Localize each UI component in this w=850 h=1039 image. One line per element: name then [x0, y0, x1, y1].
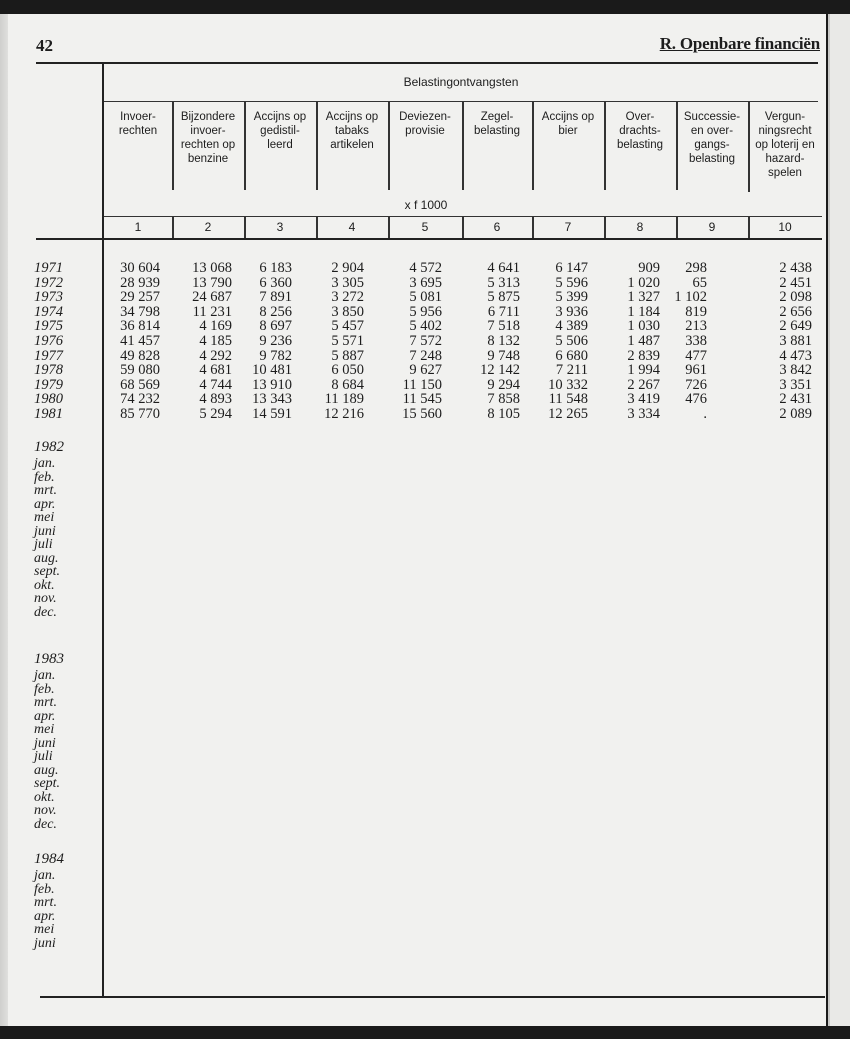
table-row	[0, 363, 820, 378]
table-cell: 1 020	[627, 274, 660, 291]
table-cell: 6 183	[259, 260, 292, 276]
table-cell: 8 256	[259, 303, 292, 320]
table-cell: 476	[685, 391, 707, 408]
table-cell: 2 431	[779, 391, 812, 408]
table-cell: 3 881	[779, 333, 812, 349]
table-row	[0, 276, 820, 291]
table-cell: 1 030	[627, 318, 660, 335]
table-cell: 8 132	[487, 333, 520, 349]
column-header-4: Accijns op tabaks artikelen	[325, 111, 379, 151]
table-row	[0, 407, 820, 422]
table-cell: 9 782	[259, 347, 292, 364]
column-number-8: 8	[636, 220, 644, 234]
column-header-9: Successie- en over- gangs- belasting	[683, 111, 741, 165]
column-separator	[532, 102, 534, 190]
column-separator	[244, 102, 246, 190]
table-cell: 29 257	[120, 289, 160, 306]
column-number-5: 5	[421, 220, 429, 234]
table-cell: 5 402	[409, 318, 442, 335]
table-cell: 4 681	[199, 362, 232, 379]
table-row	[0, 305, 820, 320]
month-label: jan.	[34, 868, 56, 883]
table-cell: 2 089	[779, 406, 812, 422]
table-cell: 15 560	[402, 406, 442, 422]
table-cell: 338	[685, 333, 707, 349]
table-cell: 34 798	[120, 303, 160, 320]
month-label: apr.	[34, 908, 56, 924]
month-label: juni	[34, 735, 56, 751]
table-cell: 213	[685, 318, 707, 335]
row-year: 1972	[34, 274, 63, 291]
month-label: feb.	[34, 469, 55, 485]
table-cell: 3 305	[331, 274, 364, 291]
month-label: nov.	[34, 591, 57, 606]
row-year: 1971	[34, 260, 63, 276]
table-cell: 5 506	[555, 333, 588, 349]
month-label: jan.	[34, 456, 56, 471]
column-number-9: 9	[708, 220, 716, 234]
unit-label: x f 1000	[404, 198, 448, 212]
table-cell: 11 548	[548, 391, 588, 408]
month-label: mei	[34, 922, 55, 937]
column-header-1: Invoer- rechten	[118, 111, 158, 137]
column-header-7: Accijns op bier	[541, 111, 595, 137]
column-number-separator	[388, 216, 390, 238]
header-bottom-rule	[36, 238, 822, 240]
table-cell: 1 487	[627, 333, 660, 349]
column-number-separator	[462, 216, 464, 238]
table-cell: .	[703, 406, 707, 422]
table-cell: 59 080	[120, 362, 160, 379]
table-cell: 30 604	[120, 260, 160, 276]
table-cell: 2 438	[779, 260, 812, 276]
table-cell: 6 711	[487, 303, 520, 320]
table-cell: 819	[685, 303, 707, 320]
row-year: 1980	[34, 391, 63, 408]
month-block-year: 1982	[34, 439, 64, 455]
column-separator	[316, 102, 318, 190]
table-cell: 13 790	[192, 274, 232, 291]
row-year: 1978	[34, 362, 63, 379]
column-header-3: Accijns op gedistil- leerd	[253, 111, 307, 151]
section-title	[410, 34, 820, 54]
table-cell: 14 591	[252, 406, 292, 422]
table-cell: 5 596	[555, 274, 588, 291]
column-separator	[748, 102, 750, 192]
column-number-3: 3	[276, 220, 284, 234]
table-cell: 11 189	[324, 391, 364, 408]
column-header-6: Zegel- belasting	[473, 111, 521, 137]
table-cell: 49 828	[120, 347, 160, 364]
table-cell: 10 332	[548, 376, 588, 393]
month-label: sept.	[34, 564, 61, 579]
month-label: sept.	[34, 776, 61, 791]
table-cell: 36 814	[120, 318, 160, 335]
table-cell: 3 850	[331, 303, 364, 320]
table-cell: 13 343	[252, 391, 292, 408]
table-cell: 726	[685, 376, 707, 393]
column-header-8: Over- drachts- belasting	[616, 111, 664, 151]
column-header-10: Vergun- ningsrecht op loterij en hazard- spelen	[755, 111, 815, 179]
month-label: dec.	[34, 604, 57, 620]
table-cell: 13 910	[252, 376, 292, 393]
column-separator	[388, 102, 390, 190]
table-cell: 7 248	[409, 347, 442, 364]
table-cell: 7 891	[259, 289, 292, 306]
table-cell: 9 294	[487, 376, 520, 393]
table-cell: 3 334	[627, 406, 660, 422]
table-cell: 9 748	[487, 347, 520, 364]
table-cell: 2 649	[779, 318, 812, 335]
table-cell: 6 360	[259, 274, 292, 291]
table-cell: 8 105	[487, 406, 520, 422]
column-number-separator	[748, 216, 750, 238]
table-row	[0, 378, 820, 393]
column-number-separator	[604, 216, 606, 238]
table-cell: 3 695	[409, 274, 442, 291]
row-year: 1974	[34, 303, 63, 320]
table-cell: 909	[638, 260, 660, 276]
table-cell: 3 842	[779, 362, 812, 379]
table-cell: 4 473	[779, 347, 812, 364]
month-label: feb.	[34, 681, 55, 697]
stub-divider	[102, 63, 104, 997]
table-cell: 4 169	[199, 318, 232, 335]
table-cell: 7 858	[487, 391, 520, 408]
month-label: okt.	[34, 789, 55, 805]
table-cell: 5 887	[331, 347, 364, 364]
month-label: juli	[34, 537, 53, 552]
table-cell: 7 518	[487, 318, 520, 335]
column-number-7: 7	[564, 220, 572, 234]
table-cell: 11 545	[402, 391, 442, 408]
month-label: okt.	[34, 577, 55, 593]
table-row	[0, 349, 820, 364]
column-separator	[604, 102, 606, 190]
column-number-separator	[532, 216, 534, 238]
section-title-text: R. Openbare financiën	[659, 34, 820, 53]
table-cell: 13 068	[192, 260, 232, 276]
column-number-separator	[244, 216, 246, 238]
month-label: aug.	[34, 762, 59, 778]
table-cell: 5 294	[199, 406, 232, 422]
row-year: 1976	[34, 333, 63, 349]
month-label: juni	[34, 523, 56, 539]
table-cell: 65	[692, 274, 707, 291]
month-label: mrt.	[34, 895, 57, 910]
table-cell: 4 893	[199, 391, 232, 408]
table-cell: 7 211	[555, 362, 588, 379]
column-header-2: Bijzondere invoer- rechten op benzine	[180, 111, 236, 165]
column-number-4: 4	[348, 220, 356, 234]
table-cell: 4 185	[199, 333, 232, 349]
column-number-separator	[316, 216, 318, 238]
month-label: mei	[34, 722, 55, 737]
table-cell: 11 231	[192, 303, 232, 320]
table-cell: 74 232	[120, 391, 160, 408]
table-super-header: Belastingontvangsten	[403, 75, 519, 89]
table-cell: 7 572	[409, 333, 442, 349]
column-separator	[462, 102, 464, 190]
month-label: apr.	[34, 496, 56, 512]
table-cell: 24 687	[192, 289, 232, 306]
month-label: jan.	[34, 668, 56, 683]
table-cell: 4 572	[409, 260, 442, 276]
table-cell: 9 236	[259, 333, 292, 349]
month-label: dec.	[34, 816, 57, 832]
table-cell: 1 327	[627, 289, 660, 306]
table-row	[0, 290, 820, 305]
table-cell: 9 627	[409, 362, 442, 379]
table-cell: 68 569	[120, 376, 160, 393]
column-number-separator	[172, 216, 174, 238]
table-cell: 6 680	[555, 347, 588, 364]
table-cell: 3 419	[627, 391, 660, 408]
table-cell: 6 147	[555, 260, 588, 276]
column-separator	[676, 102, 678, 190]
table-cell: 3 272	[331, 289, 364, 306]
table-cell: 1 184	[627, 303, 660, 320]
row-year: 1975	[34, 318, 63, 335]
row-year: 1977	[34, 347, 63, 364]
month-block-year: 1984	[34, 851, 64, 867]
table-cell: 4 389	[555, 318, 588, 335]
table-row	[0, 319, 820, 334]
column-number-6: 6	[493, 220, 501, 234]
row-year: 1981	[34, 406, 63, 422]
column-number-2: 2	[204, 220, 212, 234]
table-cell: 28 939	[120, 274, 160, 291]
table-cell: 4 744	[199, 376, 232, 393]
table-cell: 1 102	[674, 289, 707, 306]
table-cell: 2 904	[331, 260, 364, 276]
month-label: aug.	[34, 550, 59, 566]
table-cell: 5 956	[409, 303, 442, 320]
table-cell: 85 770	[120, 406, 160, 422]
month-label: nov.	[34, 803, 57, 818]
table-cell: 4 292	[199, 347, 232, 364]
table-row	[0, 392, 820, 407]
month-label: apr.	[34, 708, 56, 724]
next-page-edge	[828, 14, 850, 1026]
table-cell: 5 571	[331, 333, 364, 349]
page-number: 42	[36, 36, 53, 55]
table-cell: 5 313	[487, 274, 520, 291]
month-label: mrt.	[34, 695, 57, 710]
month-label: mrt.	[34, 483, 57, 498]
table-cell: 5 457	[331, 318, 364, 335]
table-cell: 5 875	[487, 289, 520, 306]
table-cell: 2 656	[779, 303, 812, 320]
column-number-separator	[676, 216, 678, 238]
row-year: 1979	[34, 376, 63, 393]
column-number-10: 10	[778, 220, 792, 234]
month-label: juli	[34, 749, 53, 764]
column-header-5: Deviezen- provisie	[399, 111, 451, 137]
month-label: juni	[34, 935, 56, 951]
table-cell: 5 081	[409, 289, 442, 306]
table-cell: 2 267	[627, 376, 660, 393]
table-cell: 12 142	[480, 362, 520, 379]
table-cell: 6 050	[331, 362, 364, 379]
table-cell: 2 098	[779, 289, 812, 306]
table-cell: 12 265	[548, 406, 588, 422]
table-cell: 961	[685, 362, 707, 379]
table-cell: 10 481	[252, 362, 292, 379]
row-year: 1973	[34, 289, 63, 306]
table-cell: 2 839	[627, 347, 660, 364]
table-cell: 8 684	[331, 376, 364, 393]
table-cell: 4 641	[487, 260, 520, 276]
table-cell: 5 399	[555, 289, 588, 306]
table-cell: 1 994	[627, 362, 660, 379]
table-cell: 298	[685, 260, 707, 276]
table-row	[0, 261, 820, 276]
table-cell: 8 697	[259, 318, 292, 335]
table-cell: 3 936	[555, 303, 588, 320]
table-cell: 2 451	[779, 274, 812, 291]
month-label: mei	[34, 510, 55, 525]
table-cell: 12 216	[324, 406, 364, 422]
column-separator	[172, 102, 174, 190]
table-row	[0, 334, 820, 349]
bottom-rule	[40, 996, 825, 998]
month-block-year: 1983	[34, 651, 64, 667]
column-number-1: 1	[134, 220, 142, 234]
month-label: feb.	[34, 881, 55, 897]
table-cell: 3 351	[779, 376, 812, 393]
table-cell: 41 457	[120, 333, 160, 349]
table-cell: 477	[685, 347, 707, 364]
table-cell: 11 150	[402, 376, 442, 393]
